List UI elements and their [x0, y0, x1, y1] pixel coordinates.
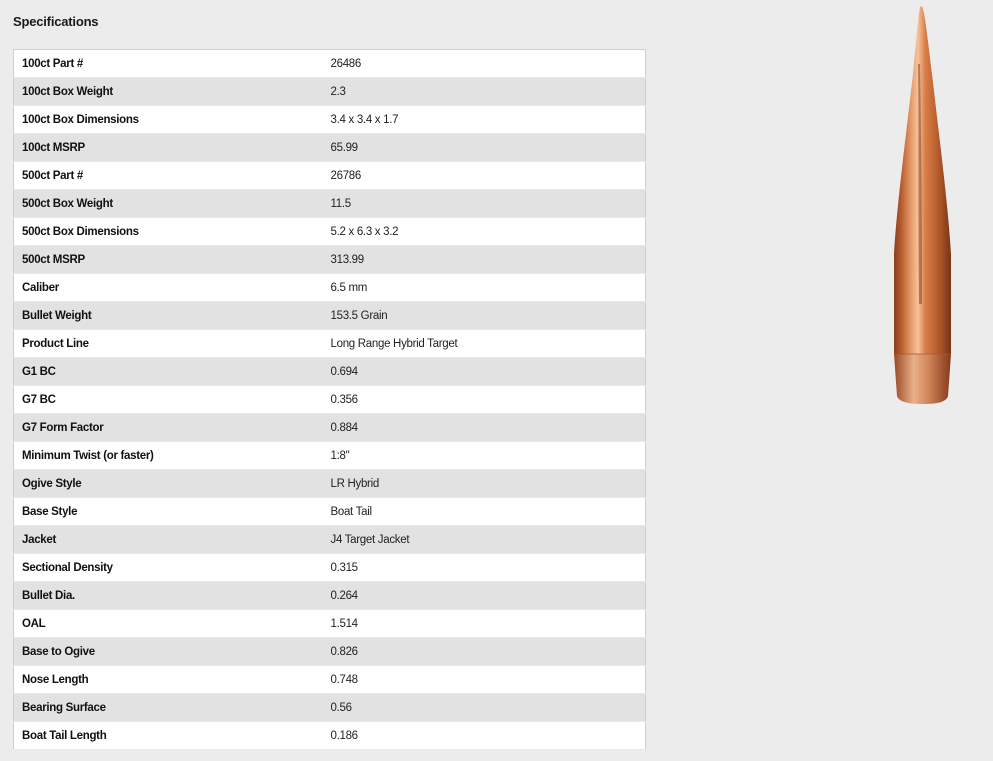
spec-value: 3.4 x 3.4 x 1.7	[331, 106, 646, 134]
spec-label: 100ct Box Dimensions	[14, 106, 331, 134]
spec-value: 1.514	[331, 610, 646, 638]
spec-label: Base to Ogive	[14, 638, 331, 666]
spec-label: 100ct Box Weight	[14, 78, 331, 106]
table-row	[14, 358, 646, 386]
spec-value: 0.748	[331, 666, 646, 694]
spec-value: 65.99	[331, 134, 646, 162]
table-row	[14, 638, 646, 666]
spec-label: G7 Form Factor	[14, 414, 331, 442]
spec-label: OAL	[14, 610, 331, 638]
spec-value: J4 Target Jacket	[331, 526, 646, 554]
table-row	[14, 190, 646, 218]
table-row	[14, 274, 646, 302]
table-row	[14, 582, 646, 610]
spec-value: 2.3	[331, 78, 646, 106]
spec-label: Bullet Dia.	[14, 582, 331, 610]
table-row	[14, 134, 646, 162]
spec-value: 0.694	[331, 358, 646, 386]
spec-value: 26486	[331, 50, 646, 78]
spec-value: 313.99	[331, 246, 646, 274]
table-row	[14, 694, 646, 722]
spec-value: 0.264	[331, 582, 646, 610]
spec-label: G7 BC	[14, 386, 331, 414]
spec-label: Bearing Surface	[14, 694, 331, 722]
section-title: Specifications	[13, 14, 99, 29]
spec-value: 0.826	[331, 638, 646, 666]
spec-value: 0.56	[331, 694, 646, 722]
table-row	[14, 666, 646, 694]
spec-label: G1 BC	[14, 358, 331, 386]
spec-label: 100ct MSRP	[14, 134, 331, 162]
table-row	[14, 50, 646, 78]
spec-value: 0.884	[331, 414, 646, 442]
spec-label: Product Line	[14, 330, 331, 358]
table-row	[14, 78, 646, 106]
spec-label: 500ct Box Weight	[14, 190, 331, 218]
table-row	[14, 442, 646, 470]
spec-value: Boat Tail	[331, 498, 646, 526]
spec-label: 500ct MSRP	[14, 246, 331, 274]
spec-value: 0.356	[331, 386, 646, 414]
spec-label: Jacket	[14, 526, 331, 554]
spec-label: Sectional Density	[14, 554, 331, 582]
spec-value: 0.315	[331, 554, 646, 582]
table-row	[14, 610, 646, 638]
spec-value: 11.5	[331, 190, 646, 218]
spec-label: Ogive Style	[14, 470, 331, 498]
spec-value: 0.186	[331, 722, 646, 750]
table-row	[14, 162, 646, 190]
table-row	[14, 414, 646, 442]
table-row	[14, 246, 646, 274]
spec-value: 5.2 x 6.3 x 3.2	[331, 218, 646, 246]
spec-value: 26786	[331, 162, 646, 190]
spec-label: 500ct Box Dimensions	[14, 218, 331, 246]
spec-label: Bullet Weight	[14, 302, 331, 330]
spec-value: 153.5 Grain	[331, 302, 646, 330]
table-row	[14, 330, 646, 358]
bullet-icon	[888, 4, 958, 406]
specifications-table	[13, 49, 646, 750]
spec-label: Nose Length	[14, 666, 331, 694]
spec-value: LR Hybrid	[331, 470, 646, 498]
table-row	[14, 722, 646, 750]
table-row	[14, 554, 646, 582]
spec-value: Long Range Hybrid Target	[331, 330, 646, 358]
spec-label: Base Style	[14, 498, 331, 526]
spec-label: Caliber	[14, 274, 331, 302]
spec-label: Minimum Twist (or faster)	[14, 442, 331, 470]
table-row	[14, 218, 646, 246]
spec-label: Boat Tail Length	[14, 722, 331, 750]
spec-value: 1:8"	[331, 442, 646, 470]
bullet-product-image	[888, 4, 958, 406]
table-row	[14, 498, 646, 526]
table-row	[14, 106, 646, 134]
table-row	[14, 386, 646, 414]
table-row	[14, 302, 646, 330]
spec-value: 6.5 mm	[331, 274, 646, 302]
table-row	[14, 470, 646, 498]
spec-label: 500ct Part #	[14, 162, 331, 190]
spec-label: 100ct Part #	[14, 50, 331, 78]
table-row	[14, 526, 646, 554]
